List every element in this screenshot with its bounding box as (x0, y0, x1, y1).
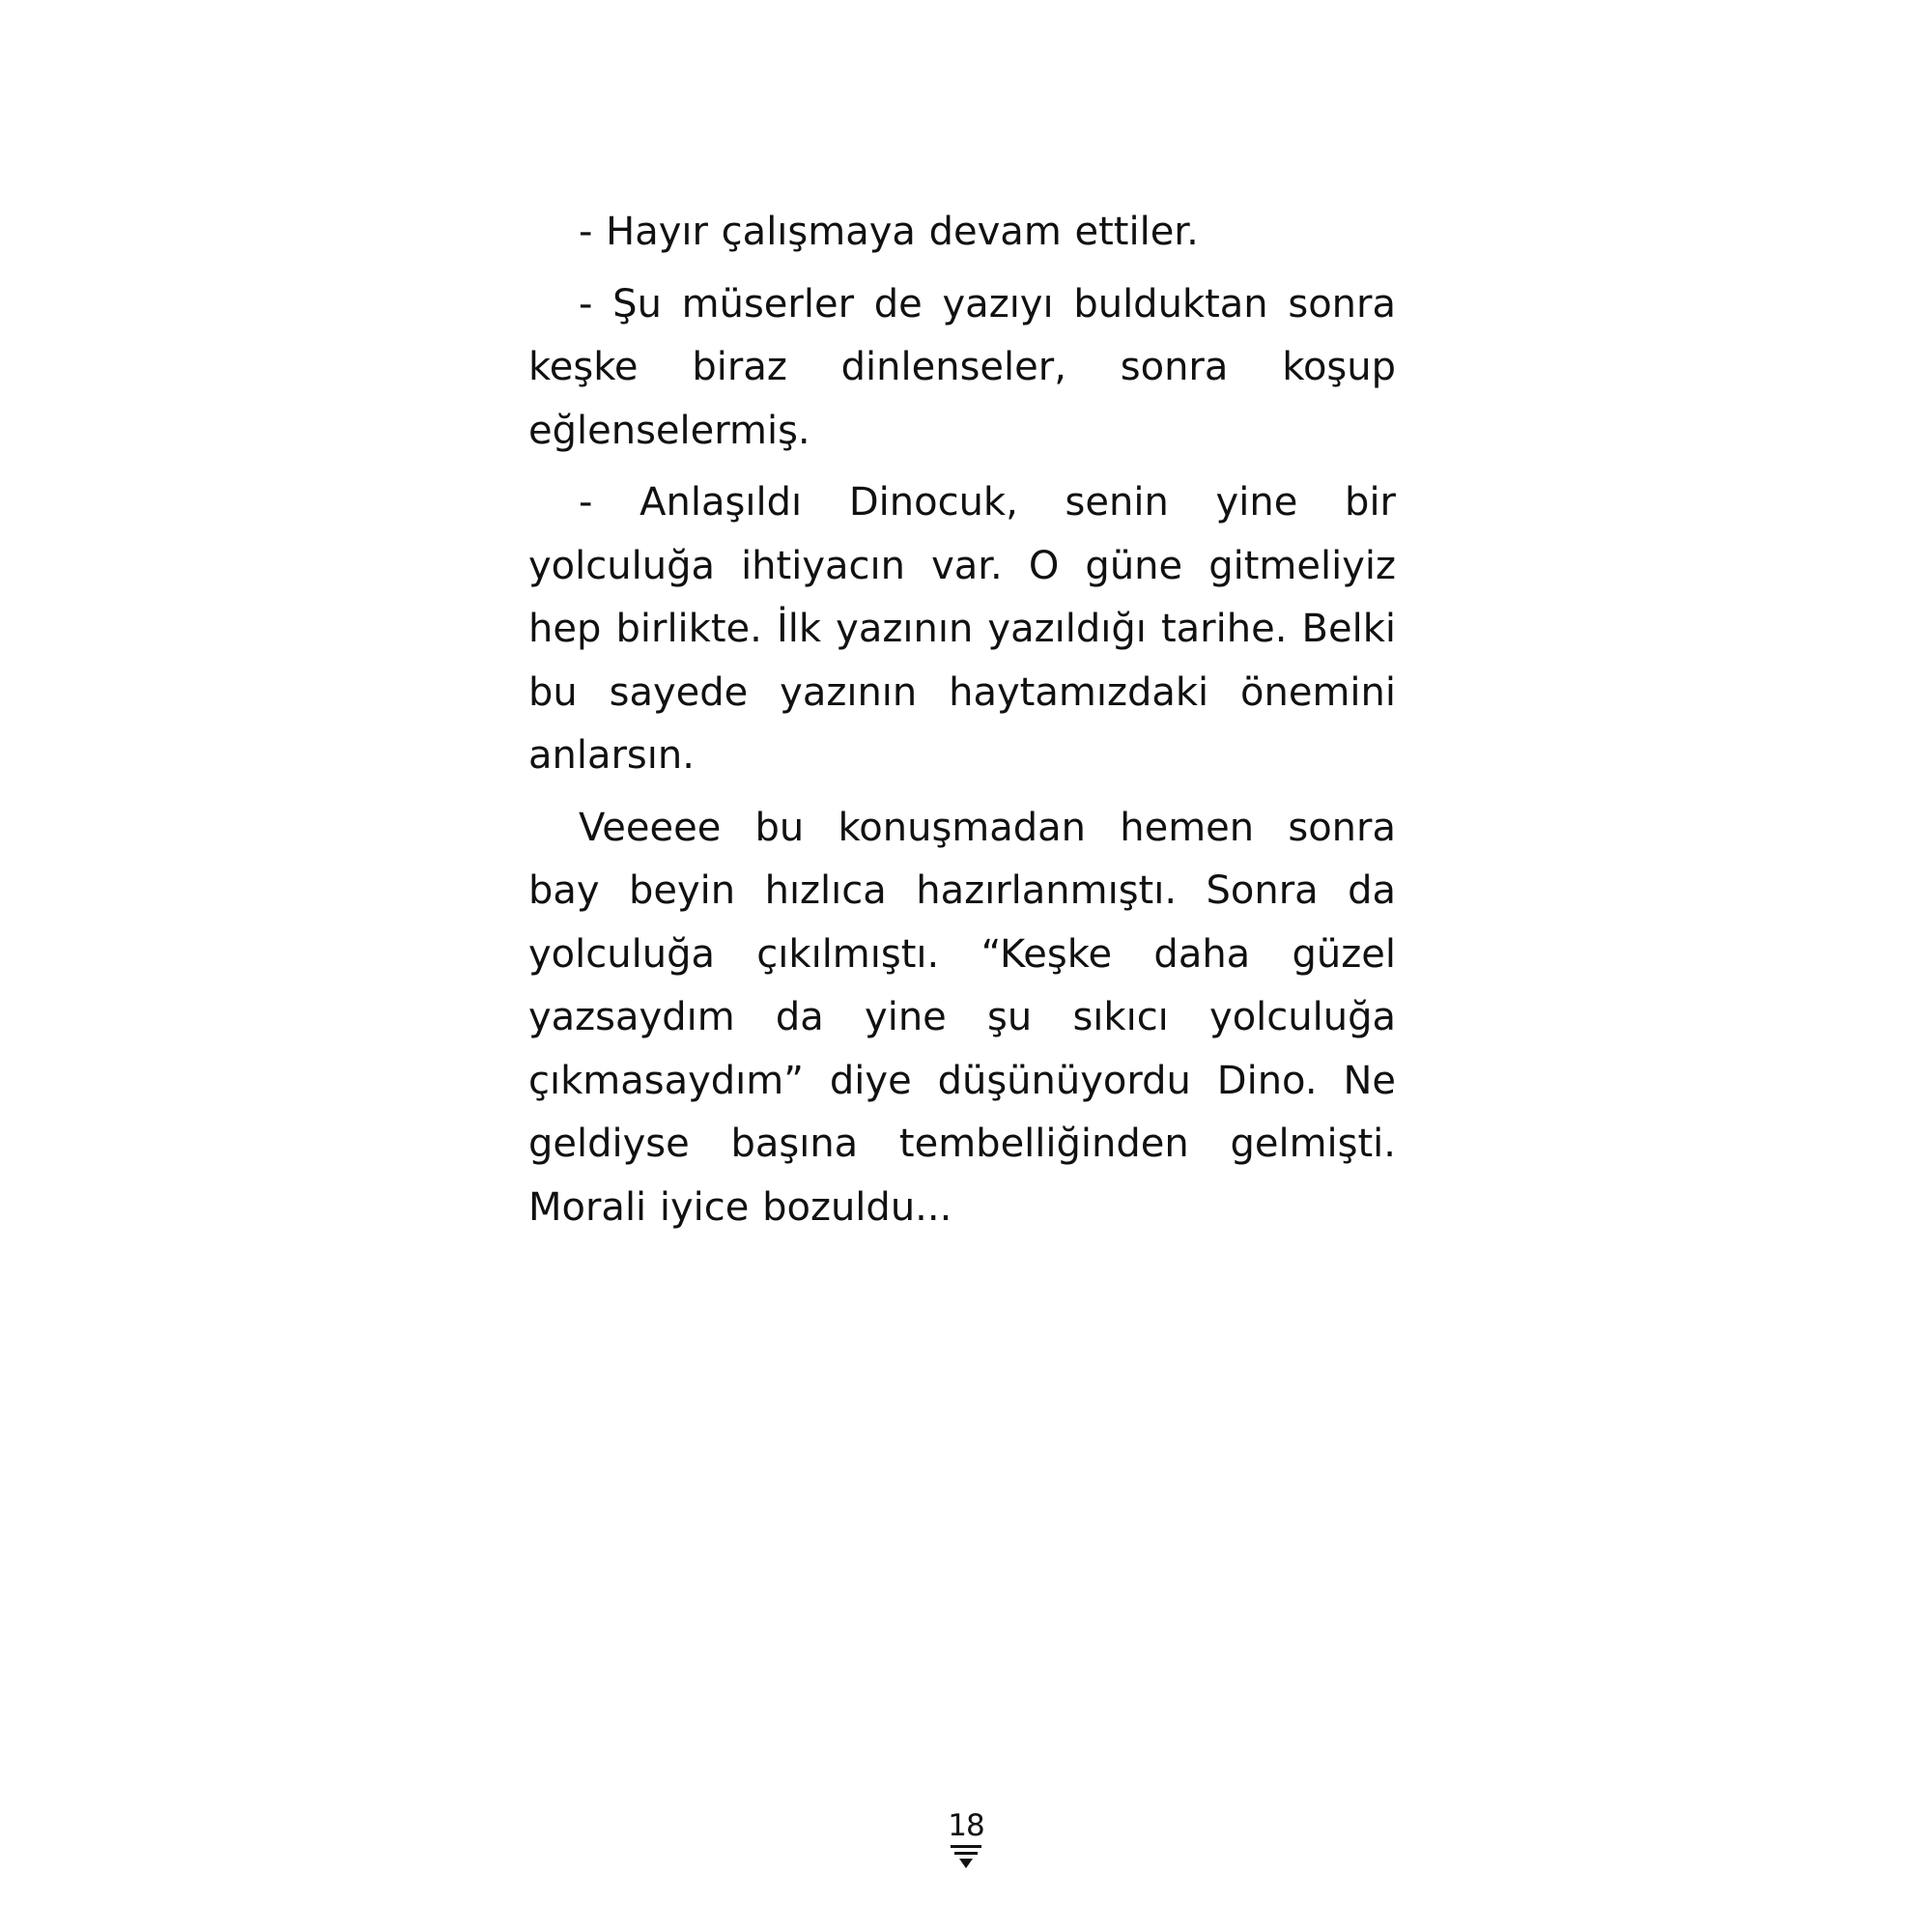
paragraph-2: - Şu müserler de yazıyı bulduktan sonra keşke biraz dinlenseler, sonra koşup eğlenselermiş. (528, 281, 1396, 453)
paragraph-3: - Anlaşıldı Dinocuk, senin yine bir yolculuğa ihtiyacın var. O güne gitmeliyiz hep birlikte. İlk yazının yazıldığı tarihe. Belki bu sayede yazının haytamızdaki önemini anlarsın. (528, 480, 1396, 778)
paragraph-1: - Hayır çalışmaya devam ettiler. (579, 210, 1199, 254)
down-arrow-ornament-icon (949, 1844, 983, 1869)
paragraph-4: Veeeee bu konuşmadan hemen sonra bay beyin hızlıca hazırlanmıştı. Sonra da yolculuğa çıkılmıştı. “Keşke daha güzel yazsaydım da yine şu sıkıcı yolculuğa çıkmasaydım” diye düşünüyordu Dino. Ne geldiyse başına tembelliğinden gelmişti. Morali iyice bozuldu... (528, 805, 1396, 1230)
page-number: 18 (948, 1808, 984, 1843)
page-footer (918, 1809, 1014, 1869)
body-text (528, 201, 1396, 1248)
